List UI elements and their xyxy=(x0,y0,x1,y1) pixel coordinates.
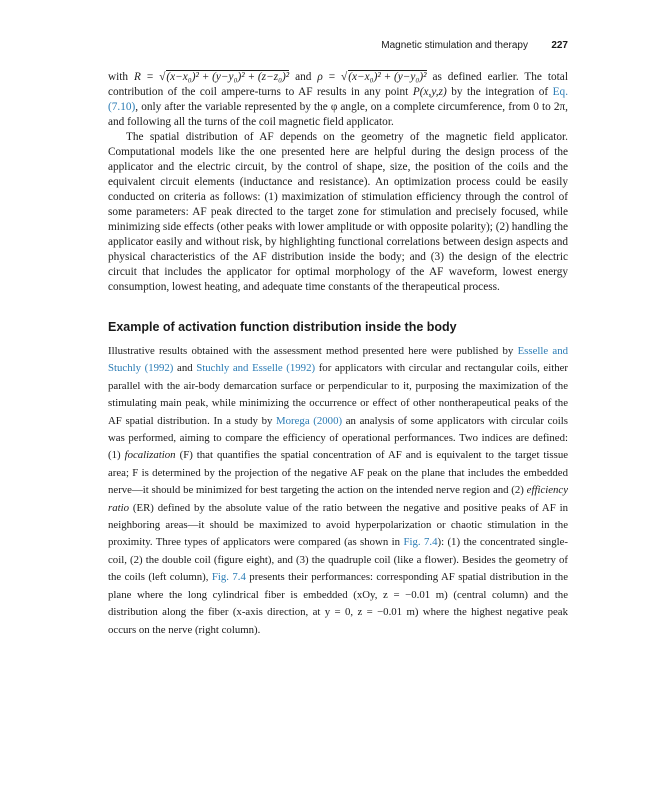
page-body xyxy=(108,70,568,639)
citation-link[interactable]: Stuchly and Esselle (1992) xyxy=(196,362,316,375)
equation-link[interactable]: Eq. (7.10) xyxy=(108,86,569,113)
running-title: Magnetic stimulation and therapy xyxy=(381,40,528,51)
paragraph-2: The spatial distribution of AF depends on the geometry of the magnetic field applicator. Computational models like the one presented here are helpful during the design process of the applicator and the electric circuit, by the control of shape, size, the position of the coils and the equivalent circuit elements (inductance and resistance). An optimization process could be easily conducted on criteria as follows: (1) maximization of stimulation efficiency through the control of some parameters: AF peak directed to the target zone for stimulation and precisely focused, while minimizing side effects (other peaks with lower amplitude or with opposite polarity); (2) handling the applicator easily and without risk, by highlighting functional correlations between design aspects and physical characteristics of the AF distribution inside the body; and (3) the design of the electric circuit that includes the applicator for optimal morphology of the AF waveform, lowest energy consumption, lowest heating, and adequate time constants of the therapeutical process. xyxy=(108,131,568,293)
citation-link[interactable]: Esselle and Stuchly (1992) xyxy=(108,345,568,375)
page-header xyxy=(108,40,568,54)
citation-link[interactable]: Morega (2000) xyxy=(276,414,343,427)
sqrt-icon: √ xyxy=(159,71,166,83)
symbol-rho: ρ xyxy=(317,71,323,83)
section-heading: Example of activation function distribution inside the body xyxy=(108,320,457,334)
page-number: 227 xyxy=(551,40,568,51)
section-paragraph: Illustrative results obtained with the assessment method presented here were published by Esselle and Stuchly (1992) and Stuchly and Esselle (1992) for applicators with circular and rectangular coils, either parallel with the air-body demarcation surface or perpendicular to it, purposing the maximization of the stimulating main peak, while minimizing the occurrence or effect of other nontherapeutical peaks of the AF spatial distribution. In a study by Morega (2000) an analysis of some applicators with circular coils was performed, aiming to compare the efficiency of operational performances. Two indices are defined: (1) focalization (F) that quantifies the spatial concentration of AF and is equivalent to the target tissue area; F is determined by the projection of the negative AF peak on the plane that includes the embedded nerve—it should be minimized for best targeting the action on the intended nerve region and (2) efficiency ratio (ER) defined by the absolute value of the ratio between the negative and positive peaks of AF in neighboring areas—it should be maximized to avoid hyperpolarization or chaotic stimulation in the proximity. Three types of applicators were compared (as shown in Fig. 7.4): (1) the concentrated single-coil, (2) the double coil (figure eight), and (3) the quadruple coil (like a flower). Besides the geometry of the coils (left column), Fig. 7.4 presents their performances: corresponding AF spatial distribution in the plane where the long cylindrical fiber is embedded (xOy, z = −0.01 m) (central column) and the distribution along the fiber (x-axis direction, at y = 0, z = −0.01 m) where the highest negative peak occurs on the nerve (right column). xyxy=(108,345,569,636)
formula-rho: (x−x₀)² + (y−y₀)² xyxy=(348,71,427,83)
formula-R: (x−x₀)² + (y−y₀)² + (z−z₀)² xyxy=(166,71,290,83)
sqrt-icon: √ xyxy=(341,71,348,83)
symbol-R: R xyxy=(134,71,141,83)
paragraph-1: with R = √(x−x₀)² + (y−y₀)² + (z−z₀)² and ρ = √(x−x₀)² + (y−y₀)² as defined earlier. The total contribution of the coil ampere-turns to AF results in any point P(x,y,z) by the integration of Eq. (7.10), only after the variable represented by the φ angle, on a complete circumference, from 0 to 2π, and following all the turns of the coil magnetic field applicator. xyxy=(108,71,569,128)
figure-link[interactable]: Fig. 7.4 xyxy=(403,536,438,549)
figure-link[interactable]: Fig. 7.4 xyxy=(211,571,246,584)
section xyxy=(108,319,568,639)
